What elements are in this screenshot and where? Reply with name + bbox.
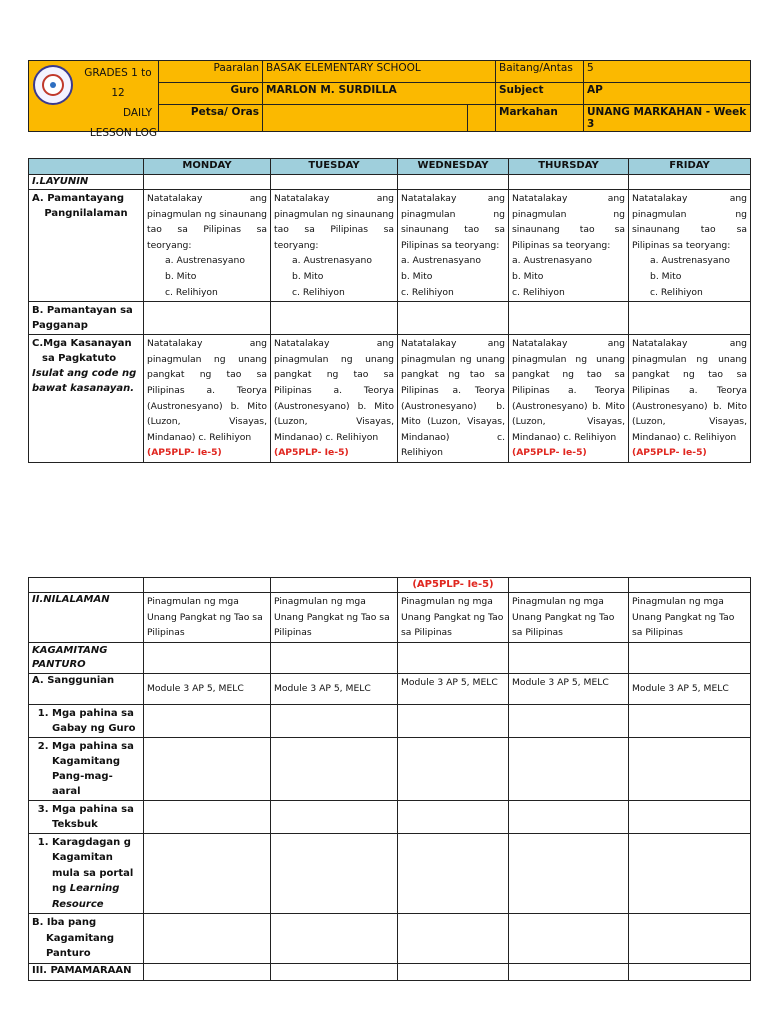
objective-cell: Natatalakay ang pinagmulan ng sinaunang tao sa Pilipinas sa teoryang: a. Austrenasyano b. Mito c. Relihiyon: [144, 190, 271, 302]
content-cell: Pinagmulan ng mga Unang Pangkat ng Tao sa Pilipinas: [398, 593, 509, 643]
gabay-guro-label: 1. Mga pahina sa Gabay ng Guro: [29, 704, 144, 737]
petsa-label: Petsa/ Oras: [159, 105, 263, 132]
karagdagang-kagamitan-label: 1. Karagdagan g Kagamitan mula sa portal ng Learning Resource: [29, 833, 144, 914]
pamantayan-pagganap-label: B. Pamantayan sa Pagganap: [29, 302, 144, 335]
header-logo-cell: [29, 61, 159, 139]
pamantayang-pangnilalaman-label: A. Pamantayang Pangnilalaman: [29, 190, 144, 302]
content-cell: Pinagmulan ng mga Unang Pangkat ng Tao sa Pilipinas: [509, 593, 629, 643]
content-cell: Pinagmulan ng mga Unang Pangkat ng Tao sa Pilipinas: [271, 593, 398, 643]
paaralan-value: BASAK ELEMENTARY SCHOOL: [263, 61, 496, 83]
nilalaman-table: [28, 577, 751, 981]
teksbuk-label: 3. Mga pahina sa Teksbuk: [29, 800, 144, 833]
baitang-label: Baitang/Antas: [496, 61, 584, 83]
kagamitang-pang-mag-aaral-label: 2. Mga pahina sa Kagamitang Pang-mag-aaral: [29, 737, 144, 800]
competency-cell: Natatalakay ang pinagmulan ng unang pangkat ng tao sa Pilipinas a. Teorya (Austronesyano) b. Mito (Luzon, Visayas, Mindanao) c. Relihiyon (AP5PLP- Ie-5): [144, 335, 271, 463]
nilalaman-title: II.NILALAMAN: [29, 593, 144, 643]
guro-value: MARLON M. SURDILLA: [263, 83, 496, 105]
day-header: TUESDAY: [271, 159, 398, 175]
module-cell: Module 3 AP 5, MELC: [271, 673, 398, 704]
day-header: MONDAY: [144, 159, 271, 175]
sanggunian-label: A. Sanggunian: [29, 673, 144, 704]
layunin-table: [28, 158, 751, 463]
petsa-value: [263, 105, 468, 132]
daily-label: DAILY: [122, 107, 152, 119]
deped-seal-icon: [33, 65, 73, 105]
objective-cell: Natatalakay ang pinagmulan ng sinaunang tao sa Pilipinas sa teoryang: a. Austrenasyano b. Mito c. Relihiyon: [629, 190, 751, 302]
petsa-extra: [468, 105, 496, 132]
days-header-blank: [29, 159, 144, 175]
module-cell: Module 3 AP 5, MELC: [629, 673, 751, 704]
module-cell: Module 3 AP 5, MELC: [398, 673, 509, 704]
day-header: THURSDAY: [509, 159, 629, 175]
objective-cell: Natatalakay ang pinagmulan ng sinaunang tao sa Pilipinas sa teoryang: a. Austrenasyano b. Mito c. Relihiyon: [398, 190, 509, 302]
subject-label: Subject: [496, 83, 584, 105]
markahan-value: UNANG MARKAHAN - Week 3: [584, 105, 751, 132]
objective-cell: Natatalakay ang pinagmulan ng sinaunang tao sa Pilipinas sa teoryang: a. Austrenasyano b. Mito c. Relihiyon: [271, 190, 398, 302]
objective-cell: Natatalakay ang pinagmulan ng sinaunang tao sa Pilipinas sa teoryang: a. Austrenasyano b. Mito c. Relihiyon: [509, 190, 629, 302]
lesson-log-label: LESSON LOG: [89, 127, 157, 139]
competency-cell: Natatalakay ang pinagmulan ng unang pangkat ng tao sa Pilipinas a. Teorya (Austronesyano) b. Mito (Luzon, Visayas, Mindanao) c. Relihiyon: [398, 335, 509, 463]
header-table: [28, 60, 751, 139]
grades-label: GRADES 1 to 12: [84, 67, 152, 99]
competency-cell: Natatalakay ang pinagmulan ng unang pangkat ng tao sa Pilipinas a. Teorya (Austronesyano) b. Mito (Luzon, Visayas, Mindanao) c. Relihiyon (AP5PLP- Ie-5): [509, 335, 629, 463]
competency-cell: Natatalakay ang pinagmulan ng unang pangkat ng tao sa Pilipinas a. Teorya (Austronesyano) b. Mito (Luzon, Visayas, Mindanao) c. Relihiyon (AP5PLP- Ie-5): [629, 335, 751, 463]
baitang-value: 5: [584, 61, 751, 83]
guro-label: Guro: [159, 83, 263, 105]
wednesday-code: (AP5PLP- Ie-5): [398, 578, 509, 593]
kasanayan-label: C.Mga Kasanayan sa Pagkatuto Isulat ang code ng bawat kasanayan.: [29, 335, 144, 463]
content-cell: Pinagmulan ng mga Unang Pangkat ng Tao sa Pilipinas: [144, 593, 271, 643]
kagamitang-panturo-label: KAGAMITANG PANTURO: [29, 642, 144, 673]
content-cell: Pinagmulan ng mga Unang Pangkat ng Tao sa Pilipinas: [629, 593, 751, 643]
subject-value: AP: [584, 83, 751, 105]
day-header: FRIDAY: [629, 159, 751, 175]
module-cell: Module 3 AP 5, MELC: [144, 673, 271, 704]
competency-cell: Natatalakay ang pinagmulan ng unang pangkat ng tao sa Pilipinas a. Teorya (Austronesyano) b. Mito (Luzon, Visayas, Mindanao) c. Relihiyon (AP5PLP- Ie-5): [271, 335, 398, 463]
iba-pang-kagamitang-label: B. Iba pang Kagamitang Panturo: [29, 914, 144, 964]
layunin-title: I.LAYUNIN: [29, 175, 144, 190]
module-cell: Module 3 AP 5, MELC: [509, 673, 629, 704]
paaralan-label: Paaralan: [159, 61, 263, 83]
day-header: WEDNESDAY: [398, 159, 509, 175]
markahan-label: Markahan: [496, 105, 584, 132]
pamamaraan-label: III. PAMAMARAAN: [29, 963, 144, 980]
